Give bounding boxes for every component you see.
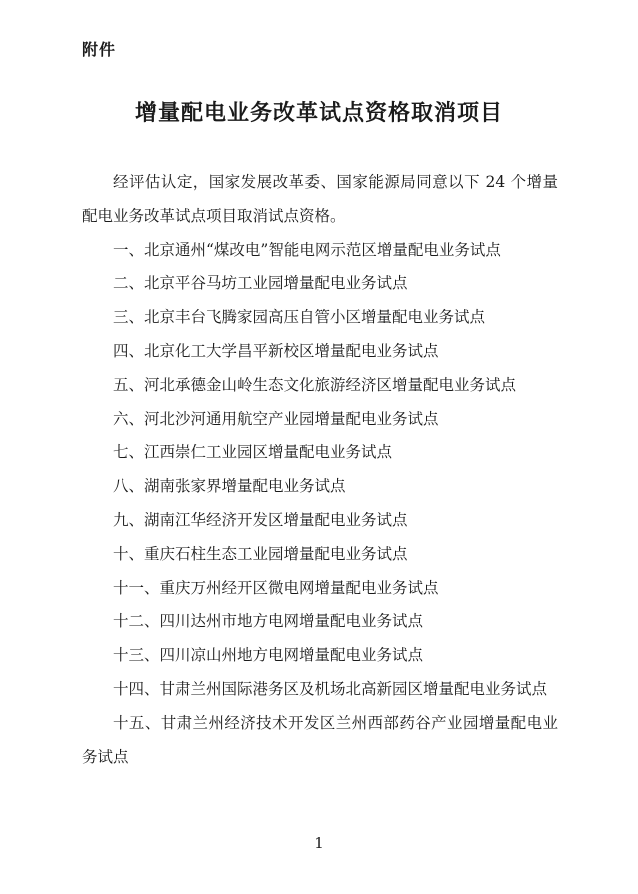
list-item: 十二、四川达州市地方电网增量配电业务试点 [113,612,424,631]
list-item: 十、重庆石柱生态工业园增量配电业务试点 [113,544,408,563]
list-item: 十五、甘肃兰州经济技术开发区兰州西部药谷产业园增量配电业务试点 [82,713,558,766]
list-item: 四、北京化工大学昌平新校区增量配电业务试点 [113,341,439,360]
list-item: 十四、甘肃兰州国际港务区及机场北高新园区增量配电业务试点 [113,679,548,698]
list-item: 五、河北承德金山岭生态文化旅游经济区增量配电业务试点 [113,375,517,394]
list-item: 三、北京丰台飞腾家园高压自管小区增量配电业务试点 [113,308,486,327]
list-item: 八、湖南张家界增量配电业务试点 [113,477,346,496]
list-item: 一、北京通州“煤改电”智能电网示范区增量配电业务试点 [113,240,501,259]
list-item: 六、河北沙河通用航空产业园增量配电业务试点 [113,409,439,428]
list-item: 十一、重庆万州经开区微电网增量配电业务试点 [113,578,439,597]
page-number: 1 [314,834,324,852]
attachment-label: 附件 [82,40,117,59]
list-item: 七、江西崇仁工业园区增量配电业务试点 [113,443,393,462]
list-item: 九、湖南江华经济开发区增量配电业务试点 [113,510,408,529]
list-item: 十三、四川凉山州地方电网增量配电业务试点 [113,646,424,665]
intro-paragraph: 经评估认定，国家发展改革委、国家能源局同意以下 24 个增量配电业务改革试点项目取消试点资格。 [82,173,558,225]
document-title: 增量配电业务改革试点资格取消项目 [134,101,503,126]
list-item: 二、北京平谷马坊工业园增量配电业务试点 [113,274,408,293]
document-body [82,166,558,774]
